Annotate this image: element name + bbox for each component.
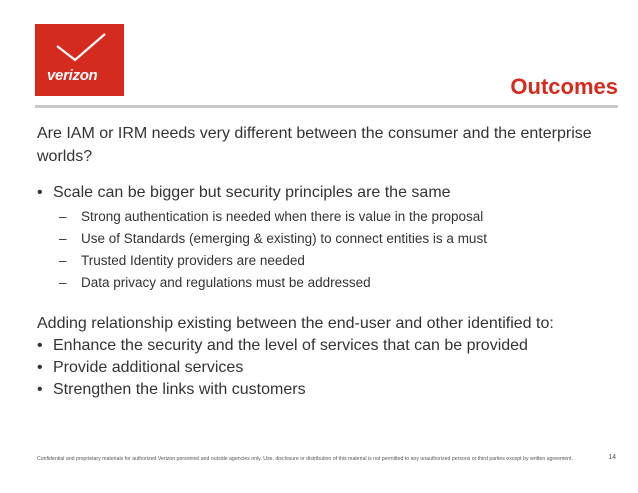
bullet-glyph: • xyxy=(37,184,43,201)
sub-item xyxy=(37,228,597,250)
sub-item-text: Strong authentication is needed when there is value in the proposal xyxy=(81,209,484,224)
section-heading: Adding relationship existing between the end-user and other identified to: xyxy=(37,315,554,332)
bullet-text: Scale can be bigger but security principles are the same xyxy=(53,184,451,201)
bullet-glyph: • xyxy=(37,381,43,398)
bullet-item xyxy=(37,357,597,379)
sub-list xyxy=(37,206,597,294)
dash-glyph: – xyxy=(59,253,67,268)
question-text: Are IAM or IRM needs very different between the consumer and the enterprise worlds? xyxy=(37,125,592,165)
sub-item xyxy=(37,272,597,294)
slide-body xyxy=(37,122,597,401)
verizon-logo xyxy=(35,24,124,96)
bullet-glyph: • xyxy=(37,359,43,376)
sub-item-text: Data privacy and regulations must be addressed xyxy=(81,275,371,290)
logo-wordmark: verizon xyxy=(47,67,98,84)
sub-item xyxy=(37,250,597,272)
sub-item xyxy=(37,206,597,228)
footer-disclaimer: Confidential and proprietary materials for authorized Verizon personnel and outside agencies only. Use, disclosure or distribution of this material is not permitted to any unauthorized persons or third parties except by written agreement. xyxy=(37,456,573,462)
bullet-text: Strengthen the links with customers xyxy=(53,381,306,398)
page-number: 14 xyxy=(608,454,616,461)
dash-glyph: – xyxy=(59,275,67,290)
bullet-text: Provide additional services xyxy=(53,359,244,376)
page-title: Outcomes xyxy=(510,74,618,99)
bullet-text: Enhance the security and the level of services that can be provided xyxy=(53,337,528,354)
bullet-item xyxy=(37,182,597,204)
bullet-item xyxy=(37,335,597,357)
sub-item-text: Use of Standards (emerging & existing) to connect entities is a must xyxy=(81,231,487,246)
bullet-item xyxy=(37,379,597,401)
sub-item-text: Trusted Identity providers are needed xyxy=(81,253,305,268)
dash-glyph: – xyxy=(59,209,67,224)
title-divider xyxy=(35,105,618,108)
bullet-glyph: • xyxy=(37,337,43,354)
logo-check-icon xyxy=(35,24,124,96)
dash-glyph: – xyxy=(59,231,67,246)
